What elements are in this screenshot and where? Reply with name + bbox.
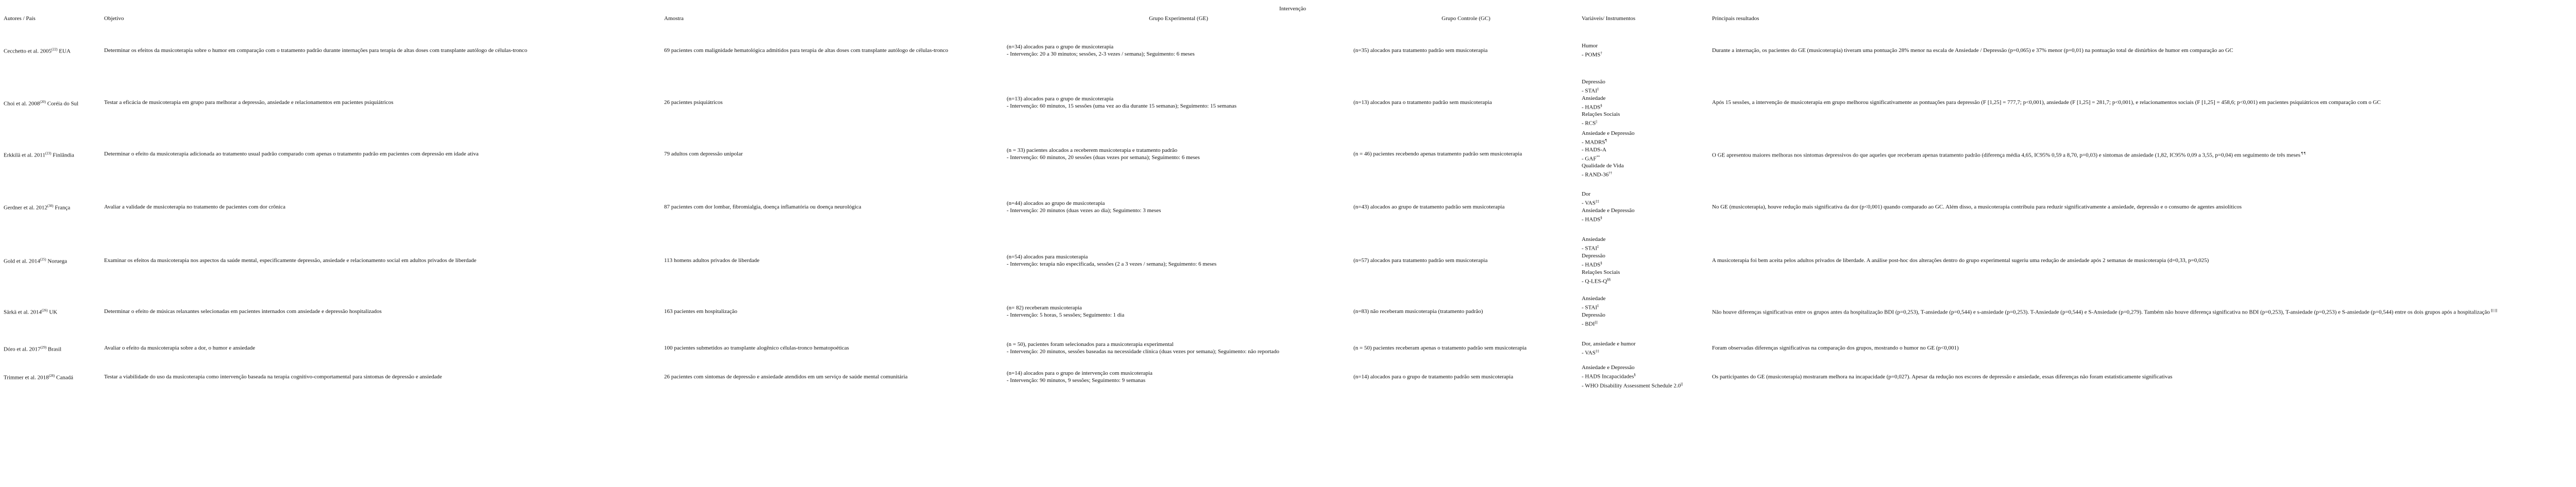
variable-text: Ansiedade [1582, 236, 1606, 243]
cell-objetivo: Testar a viabilidade do uso da musicoterapia como intervenção baseada na terapia cognitivo-comportamental para sintomas de depressão e ansiedade [104, 373, 442, 380]
header-autores: Autores / País [4, 15, 36, 22]
footnote-mark: ¶ [2300, 151, 2303, 155]
country: Finlândia [51, 152, 74, 159]
author-name: Cecchetto et al. 2005 [4, 48, 52, 55]
table-row [2, 287, 2576, 336]
variable-line [1582, 269, 1709, 276]
results-text: Foram observadas diferenças significativas na comparação dos grupos, mostrando o humor no GE (p<0,001) [1712, 345, 1959, 352]
variable-text: Ansiedade e Depressão [1582, 364, 1635, 371]
footnote-mark: || [1596, 119, 1598, 124]
footnote-mark: |||| [1595, 320, 1598, 324]
variable-text: Ansiedade [1582, 95, 1606, 101]
variable-line [1582, 311, 1709, 319]
cell-variaveis [1580, 361, 1710, 393]
variable-line [1582, 118, 1709, 127]
ge-line: - Intervenção: 20 a 30 minutos; sessões, 2-3 vezes / semana); Seguimento: 6 meses [1007, 51, 1195, 57]
cell-variaveis [1580, 234, 1710, 287]
gc-line: (n=35) alocados para tratamento padrão sem musicoterapia [1353, 47, 1488, 54]
cell-autores [2, 361, 103, 393]
variable-text: - RCS [1582, 120, 1596, 127]
variable-text: Relações Sociais [1582, 111, 1620, 118]
cell-objetivo: Testar a eficácia de musicoterapia em grupo para melhorar a depressão, ansiedade e relacionamentos em pacientes psiquiátricos [104, 99, 394, 106]
footnote-mark: †† [1608, 171, 1613, 176]
variable-text: Ansiedade e Depressão [1582, 207, 1635, 214]
results-text: A musicoterapia foi bem aceita pelos adultos privados de liberdade. A análise post-hoc dos alterações dentro do grupo experimental sugeriu uma redução de ansiedade após 2 semanas de musicoterapia (d=0,33, p=0,025) [1712, 257, 2209, 264]
cell-amostra: 69 pacientes com malignidade hematológica admitidos para terapia de altas doses com transplante autólogo de células-tronco [664, 47, 948, 54]
country: Canadá [55, 374, 73, 381]
country: Noruega [46, 258, 67, 265]
variable-text: Ansiedade e Depressão [1582, 130, 1635, 136]
header-ge: Grupo Experimental (GE) [1149, 15, 1208, 22]
cell-resultados [1710, 77, 2576, 128]
author-name: Choi et al. 2008 [4, 100, 40, 107]
author-name: Särkä et al. 2014 [4, 309, 42, 316]
ge-line: - Intervenção: 90 minutos, 9 sessões; Seguimento: 9 semanas [1007, 377, 1146, 384]
variable-line [1582, 111, 1709, 118]
variable-line [1582, 49, 1709, 59]
cell-amostra: 113 homens adultos privados de liberdade [664, 257, 760, 264]
cell-objetivo: Determinar o efeito da musicoterapia adicionada ao tratamento usual padrão comparado com apenas o tratamento padrão em pacientes com depressão em idade ativa [104, 151, 479, 158]
cell-grupo-experimental [1005, 361, 1352, 393]
footnote-mark: ‡‡ [1595, 199, 1599, 204]
variable-line [1582, 347, 1709, 357]
reference-number: (25) [40, 257, 46, 262]
cell-grupo-experimental [1005, 234, 1352, 287]
cell-autores [2, 77, 103, 128]
ge-line: (n=54) alocados para musicoterapia [1007, 253, 1088, 260]
variable-line [1582, 236, 1709, 243]
ge-line: (n=34) alocados para o grupo de musicoterapia [1007, 44, 1114, 50]
variable-line [1582, 276, 1709, 285]
variable-text: - VAS [1582, 200, 1596, 206]
footnote-mark: † [1600, 51, 1602, 56]
variable-line [1582, 364, 1709, 371]
variable-text: - RAND-36 [1582, 171, 1609, 178]
variable-line [1582, 95, 1709, 102]
cell-resultados [1710, 361, 2576, 393]
variable-text: Ansiedade [1582, 295, 1606, 302]
variable-text: - GAF [1582, 155, 1597, 162]
country: Coréia do Sul [45, 100, 79, 107]
ge-line: - Intervenção: 60 minutos, 20 sessões (duas vezes por semana); Seguimento: 6 meses [1007, 154, 1200, 161]
gc-line: (n=14) alocados para o grupo de tratamento padrão sem musicoterapia [1353, 373, 1514, 380]
variable-line [1582, 137, 1709, 146]
variable-text: - HADS-A [1582, 146, 1606, 153]
footnote-mark: § [1600, 261, 1602, 266]
header-resultados: Principais resultados [1712, 15, 1759, 22]
footnote-mark: § [1634, 373, 1636, 377]
cell-autores [2, 24, 103, 77]
cell-amostra: 100 pacientes submetidos ao transplante alogênico células-tronco hematopoéticas [664, 345, 849, 352]
variable-text: - HADS [1582, 216, 1601, 223]
results-text: Após 15 sessões, a intervenção de musicoterapia em grupo melhorou significativamente as pontuações para depressão (F [1,25] = 777,7; p<0,001), ansiedade (F [1,25] = 281,7; p<0,001), e relacionamentos sociais (F [1,25] = 458,6; p<0,001) em pacientes psiquiátricos em comparação com o GC [1712, 99, 2381, 106]
gc-line: (n=13) alocados para o tratamento padrão sem musicoterapia [1353, 99, 1492, 106]
variable-line [1582, 198, 1709, 207]
header-variaveis: Variáveis/ Instrumentos [1582, 15, 1636, 22]
footnote-mark: |||| [2489, 308, 2494, 313]
variable-text: Qualidade de Vida [1582, 163, 1624, 169]
ge-line: (n= 82) receberam musicoterapia [1007, 304, 1082, 311]
cell-grupo-controle [1352, 361, 1580, 393]
cell-grupo-experimental [1005, 77, 1352, 128]
country: Brasil [46, 346, 62, 353]
header-objetivo: Objetivo [104, 15, 124, 22]
author-name: Erkkilä et al. 2011 [4, 152, 45, 159]
footnote-mark: ¶ [1605, 138, 1607, 143]
variable-line [1582, 252, 1709, 259]
cell-variaveis [1580, 77, 1710, 128]
header-row-group [2, 4, 2576, 13]
reference-number: (23) [45, 151, 52, 155]
cell-grupo-controle [1352, 180, 1580, 234]
footnote-mark: ||| [1681, 381, 1683, 386]
cell-grupo-controle [1352, 287, 1580, 336]
variable-line [1582, 371, 1709, 380]
footnote-mark: ‡‡ [1595, 349, 1599, 353]
table-row [2, 77, 2576, 128]
cell-grupo-experimental [1005, 336, 1352, 361]
variable-line [1582, 207, 1709, 214]
cell-autores [2, 234, 103, 287]
table-row [2, 336, 2576, 361]
variable-text: - STAI [1582, 88, 1597, 94]
author-name: Dóro et al. 2017 [4, 346, 41, 353]
ge-line: (n=44) alocados ao grupo de musicoterapia [1007, 200, 1105, 206]
cell-objetivo: Examinar os efeitos da musicoterapia nos aspectos da saúde mental, especificamente depressão, ansiedade e relacionamento social em adultos privados de liberdade [104, 257, 477, 264]
variable-text: - POMS [1582, 51, 1601, 58]
variable-line [1582, 243, 1709, 252]
table-row [2, 24, 2576, 77]
footnote-mark: ** [1596, 154, 1600, 159]
reference-number: (22) [51, 47, 58, 52]
variable-line [1582, 169, 1709, 179]
gc-line: (n=43) alocados ao grupo de tratamento padrão sem musicoterapia [1353, 203, 1505, 210]
variable-line [1582, 319, 1709, 328]
footnote-mark: § [1600, 103, 1602, 108]
variable-line [1582, 259, 1709, 269]
cell-grupo-experimental [1005, 24, 1352, 77]
reference-number: (30) [47, 204, 54, 208]
results-text: Durante a internação, os pacientes do GE (musicoterapia) tiveram uma pontuação 28% menor na escala de Ansiedade / Depressão (p=0,065) e 37% menor (p=0,01) na pontuação total de distúrbios de humor em comparação ao GC [1712, 47, 2233, 54]
ge-line: (n = 50), pacientes foram selecionados para a musicoterapia experimental [1007, 341, 1174, 348]
author-name: Gold et al. 2014 [4, 258, 40, 265]
cell-resultados [1710, 234, 2576, 287]
ge-line: (n = 33) pacientes alocados a receberem musicoterapia e tratamento padrão [1007, 147, 1178, 154]
header-intervencao: Intervenção [1279, 6, 1306, 12]
cell-objetivo: Avaliar a validade de musicoterapia no tratamento de pacientes com dor crônica [104, 203, 285, 210]
variable-text: Depressão [1582, 79, 1605, 85]
cell-grupo-experimental [1005, 180, 1352, 234]
cell-resultados [1710, 287, 2576, 336]
cell-amostra: 26 pacientes psiquiátricos [664, 99, 723, 106]
header-gc: Grupo Controle (GC) [1442, 15, 1490, 22]
variable-line [1582, 162, 1709, 169]
footnote-mark: §§ [1607, 277, 1611, 282]
variable-line [1582, 146, 1709, 153]
cell-amostra: 163 pacientes em hospitalização [664, 308, 738, 315]
footnote-mark: ‡ [1597, 304, 1599, 308]
cell-variaveis [1580, 128, 1710, 180]
variable-line [1582, 190, 1709, 198]
variable-line [1582, 102, 1709, 111]
variable-text: Depressão [1582, 311, 1605, 318]
reference-number: (29) [40, 345, 47, 350]
ge-line: - Intervenção: 20 minutos, sessões baseadas na necessidade clínica (duas vezes por semana); Seguimento: não reportado [1007, 349, 1280, 355]
ge-line: - Intervenção: 20 minutos (duas vezes ao dia); Seguimento: 3 meses [1007, 207, 1161, 214]
variable-line [1582, 42, 1709, 49]
variable-text: Humor [1582, 43, 1598, 49]
variable-text: - HADS [1582, 262, 1601, 268]
table-row [2, 234, 2576, 287]
cell-autores [2, 287, 103, 336]
variable-text: - HADS [1582, 104, 1601, 111]
variable-line [1582, 130, 1709, 137]
variable-text: - MADRS [1582, 139, 1605, 146]
cell-objetivo: Determinar o efeito de músicas relaxantes selecionadas em pacientes internados com ansiedade e depressão hospitalizados [104, 308, 382, 315]
footnote-mark: |||| [2494, 308, 2498, 313]
variable-text: - WHO Disability Assessment Schedule 2.0 [1582, 382, 1681, 389]
reference-number: (28) [48, 374, 55, 378]
ge-line: - Intervenção: 5 horas, 5 sessões; Seguimento: 1 dia [1007, 311, 1125, 318]
variable-text: - Q-LES-Q [1582, 278, 1607, 285]
cell-amostra: 79 adultos com depressão unipolar [664, 151, 743, 158]
ge-line: (n=14) alocados para o grupo de intervenção com musicoterapia [1007, 370, 1153, 376]
cell-variaveis [1580, 287, 1710, 336]
variable-line [1582, 340, 1709, 347]
cell-resultados [1710, 336, 2576, 361]
gc-line: (n=57) alocados para tratamento padrão sem musicoterapia [1353, 257, 1488, 264]
table-row [2, 180, 2576, 234]
gc-line: (n = 50) pacientes receberam apenas o tratamento padrão sem musicoterapia [1353, 345, 1527, 352]
cell-objetivo: Avaliar o efeito da musicoterapia sobre a dor, o humor e ansiedade [104, 345, 256, 352]
cell-autores [2, 180, 103, 234]
variable-text: Dor [1582, 191, 1591, 198]
cell-grupo-controle [1352, 128, 1580, 180]
results-text: Os participantes do GE (musicoterapia) mostraram melhora na incapacidade (p=0,027). Apesar da redução nos escores de depressão e ansiedade, essas diferenças não foram estatisticamente significativas [1712, 373, 2173, 380]
cell-grupo-experimental [1005, 287, 1352, 336]
header-amostra: Amostra [664, 15, 684, 22]
cell-amostra: 26 pacientes com sintomas de depressão e ansiedade atendidos em um serviço de saúde mental comunitária [664, 373, 908, 380]
cell-grupo-controle [1352, 24, 1580, 77]
variable-line [1582, 214, 1709, 223]
studies-table [2, 4, 2576, 393]
variable-text: Relações Sociais [1582, 269, 1620, 275]
author-name: Gerdner et al. 2012 [4, 204, 47, 211]
table-row [2, 128, 2576, 180]
gc-line: (n=83) não receberam musicoterapia (tratamento padrão) [1353, 308, 1483, 315]
cell-grupo-experimental [1005, 128, 1352, 180]
cell-variaveis [1580, 180, 1710, 234]
cell-autores [2, 128, 103, 180]
variable-text: - HADS Incapacidades [1582, 373, 1634, 380]
variable-text: - STAI [1582, 304, 1597, 311]
results-text: No GE (musicoterapia), houve redução mais significativa da dor (p<0,001) quando comparado ao GC. Além disso, a musicoterapia contribuiu para reduzir significativamente a ansiedade, depressão e o consumo de agentes ansiolíticos [1712, 203, 2242, 210]
header-row [2, 13, 2576, 24]
footnote-mark: § [1600, 215, 1602, 220]
author-name: Trimmer et al. 2018 [4, 374, 49, 381]
variable-line [1582, 380, 1709, 390]
cell-variaveis [1580, 24, 1710, 77]
cell-objetivo: Determinar os efeitos da musicoterapia sobre o humor em comparação com o tratamento padrão durante internações para terapia de altas doses com transplante autólogo de células-tronco [104, 47, 528, 54]
cell-resultados [1710, 128, 2576, 180]
variable-line [1582, 302, 1709, 311]
variable-line [1582, 295, 1709, 302]
cell-grupo-controle [1352, 336, 1580, 361]
reference-number: (26) [41, 308, 48, 313]
cell-variaveis [1580, 336, 1710, 361]
cell-resultados [1710, 180, 2576, 234]
results-text: O GE apresentou maiores melhoras nos sintomas depressivos do que aqueles que receberam apenas tratamento padrão (diferença média 4,65, IC95% 0,59 a 8,70, p=0,03) e sintomas de ansiedade (1,82, IC95% 0,09 a 3,55, p=0,04) em seguimento de três meses [1712, 152, 2301, 159]
country: UK [47, 309, 58, 316]
cell-amostra: 87 pacientes com dor lombar, fibromialgia, doença inflamatória ou doença neurológica [664, 203, 861, 210]
cell-resultados [1710, 24, 2576, 77]
cell-grupo-controle [1352, 234, 1580, 287]
variable-text: Depressão [1582, 253, 1605, 259]
variable-text: - BDI [1582, 321, 1595, 327]
results-text: Não houve diferenças significativas entre os grupos antes da hospitalização BDI (p=0,253), T-ansiedade (p=0,544) e s-ansiedade (p=0,253). T-Ansiedade (p=0,544) e S-Ansiedade (p=0,279). Também não houve diferença significativa no BDI (p=0,253), T-ansiedade (p=0,253) e S-ansiedade (p=0,544) entre os dois grupos após a hospitalização [1712, 309, 2490, 316]
variable-text: Dor, ansiedade e humor [1582, 340, 1636, 347]
variable-line [1582, 85, 1709, 95]
gc-line: (n = 46) pacientes recebendo apenas tratamento padrão sem musicoterapia [1353, 151, 1522, 158]
ge-line: - Intervenção: 60 minutos, 15 sessões (uma vez ao dia durante 15 semanas); Seguimento: 15 semanas [1007, 103, 1236, 110]
footnote-mark: ‡ [1597, 245, 1599, 249]
reference-number: (20) [40, 99, 46, 104]
country: França [53, 204, 71, 211]
footnote-mark: ¶ [2302, 151, 2306, 155]
footnote-mark: ‡ [1597, 87, 1599, 91]
cell-grupo-controle [1352, 77, 1580, 128]
variable-text: - STAI [1582, 246, 1597, 252]
ge-line: (n=13) alocados para o grupo de musicoterapia [1007, 96, 1114, 102]
variable-line [1582, 78, 1709, 85]
variable-text: - VAS [1582, 350, 1596, 356]
variable-line [1582, 153, 1709, 163]
table-row [2, 361, 2576, 393]
cell-autores [2, 336, 103, 361]
country: EUA [57, 48, 71, 55]
ge-line: - Intervenção: terapia não especificada, sessões (2 a 3 vezes / semana); Seguimento: 6 meses [1007, 260, 1217, 267]
